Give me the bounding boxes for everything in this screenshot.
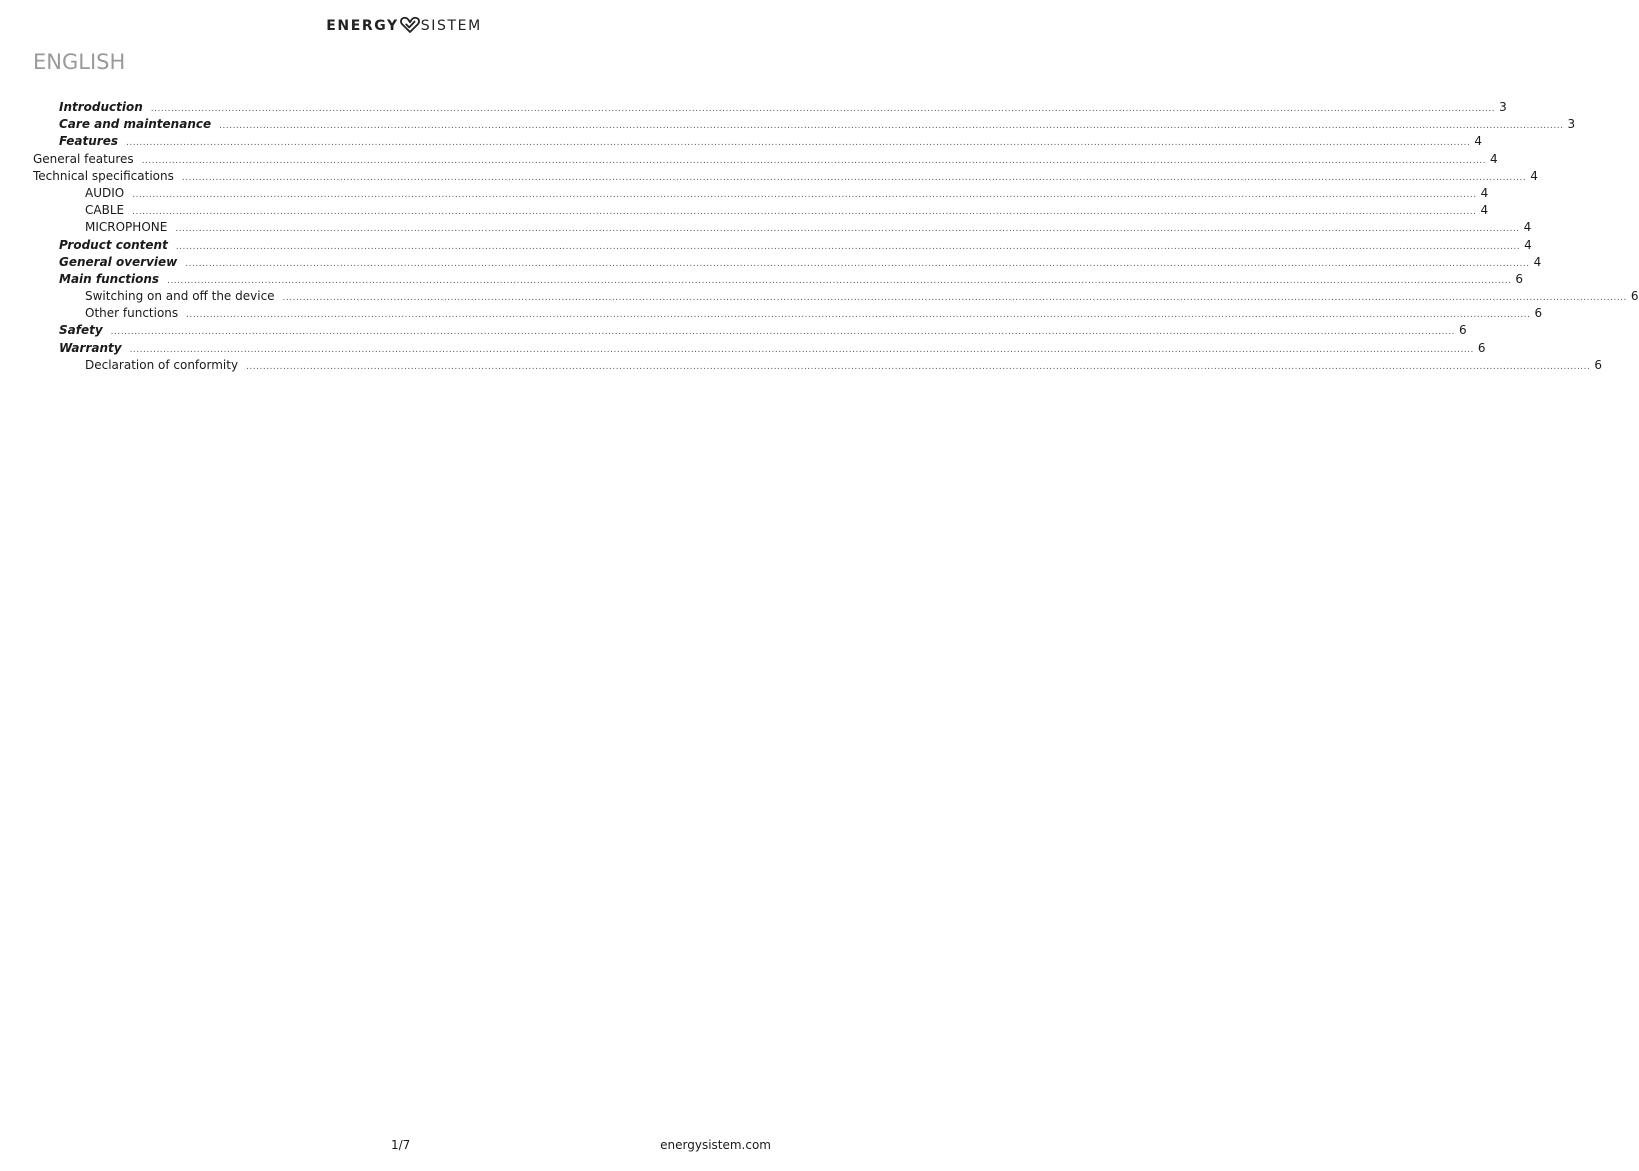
website-link[interactable]: energysistem.com [660,1138,771,1152]
toc-entry-page[interactable]: 4 [1474,134,1482,149]
toc-entry[interactable] [0,271,1524,288]
toc-entry-page[interactable]: 3 [1499,100,1507,114]
logo-word-sistem: SISTEM [420,18,482,34]
toc-dot-leader: ................................................................................................................................................................................................................................................................................................................................................................................................................ [181,172,1527,183]
toc-entry[interactable] [0,99,1507,116]
toc-dot-leader: ................................................................................................................................................................................................................................................................................................................................................................................................................ [185,258,1530,269]
toc-entry[interactable] [0,254,1542,271]
toc-entry[interactable] [0,237,1532,254]
toc-dot-leader: ................................................................................................................................................................................................................................................................................................................................................................................................................ [175,224,1520,235]
toc-entry-page[interactable]: 4 [1530,168,1538,183]
toc-entry-label[interactable]: Safety [59,323,103,338]
toc-dot-leader: ................................................................................................................................................................................................................................................................................................................................................................................................................ [129,344,1474,355]
toc-entry[interactable] [0,340,1486,357]
toc-entry-label[interactable]: Other functions [85,306,179,321]
toc-entry-page[interactable]: 4 [1523,220,1532,235]
toc-entry[interactable] [0,133,1482,150]
toc-dot-leader: ................................................................................................................................................................................................................................................................................................................................................................................................................ [246,361,1591,372]
toc-entry-page[interactable]: 6 [1477,340,1486,355]
toc-entry-page[interactable]: 6 [1459,323,1467,338]
table-of-contents [0,99,1639,374]
toc-entry[interactable] [0,116,1576,133]
toc-dot-leader: ................................................................................................................................................................................................................................................................................................................................................................................................................ [132,207,1477,218]
toc-entry-label[interactable]: General features [33,151,134,166]
toc-entry[interactable] [0,168,1538,185]
toc-entry-label[interactable]: MICROPHONE [85,220,168,235]
toc-entry-page[interactable]: 6 [1534,306,1543,321]
toc-entry-label[interactable]: CABLE [85,203,125,218]
toc-dot-leader: ................................................................................................................................................................................................................................................................................................................................................................................................................ [150,104,1496,114]
toc-entry-label[interactable]: Main functions [59,271,160,286]
toc-entry-page[interactable]: 6 [1515,271,1524,286]
toc-dot-leader: ................................................................................................................................................................................................................................................................................................................................................................................................................ [167,275,1512,286]
toc-entry-label[interactable]: Features [59,134,118,149]
toc-dot-leader: ................................................................................................................................................................................................................................................................................................................................................................................................................ [219,121,1564,132]
toc-dot-leader: ................................................................................................................................................................................................................................................................................................................................................................................................................ [141,155,1487,166]
toc-entry[interactable] [0,288,1639,305]
toc-entry[interactable] [0,202,1489,219]
toc-entry-label[interactable]: Product content [59,237,168,252]
toc-entry-label[interactable]: Technical specifications [33,168,174,183]
toc-dot-leader: ................................................................................................................................................................................................................................................................................................................................................................................................................ [282,293,1627,304]
toc-dot-leader: ................................................................................................................................................................................................................................................................................................................................................................................................................ [175,241,1521,252]
language-title: ENGLISH [33,50,126,74]
page-number: 1/7 [391,1138,411,1152]
toc-entry-label[interactable]: Warranty [59,340,122,355]
brand-logo [0,16,808,36]
toc-entry-page[interactable]: 4 [1490,151,1498,166]
toc-entry-page[interactable]: 4 [1524,237,1532,252]
toc-entry-label[interactable]: AUDIO [85,185,125,200]
toc-entry-page[interactable]: 4 [1480,203,1489,218]
toc-entry-page[interactable]: 6 [1594,357,1603,372]
toc-entry-label[interactable]: General overview [59,254,178,269]
toc-entry-page[interactable]: 4 [1480,185,1489,200]
toc-entry-page[interactable]: 4 [1533,254,1542,269]
toc-entry-label[interactable]: Declaration of conformity [85,357,239,372]
toc-entry[interactable] [0,185,1489,202]
toc-dot-leader: ................................................................................................................................................................................................................................................................................................................................................................................................................ [132,189,1477,200]
toc-entry-label[interactable]: Introduction [59,100,143,114]
toc-entry[interactable] [0,219,1532,236]
toc-dot-leader: ................................................................................................................................................................................................................................................................................................................................................................................................................ [125,138,1471,149]
logo-word-energy: ENERGY [326,18,399,34]
toc-entry-page[interactable]: 6 [1630,289,1639,304]
toc-entry[interactable] [0,151,1498,168]
heart-check-icon [400,17,420,33]
toc-entry[interactable] [0,305,1543,322]
toc-entry[interactable] [0,322,1467,339]
toc-entry-label[interactable]: Care and maintenance [59,117,212,132]
toc-entry[interactable] [0,357,1603,374]
toc-dot-leader: ................................................................................................................................................................................................................................................................................................................................................................................................................ [110,327,1456,338]
toc-dot-leader: ................................................................................................................................................................................................................................................................................................................................................................................................................ [186,310,1531,321]
toc-entry-page[interactable]: 3 [1567,117,1576,132]
toc-entry-label[interactable]: Switching on and off the device [85,289,275,304]
